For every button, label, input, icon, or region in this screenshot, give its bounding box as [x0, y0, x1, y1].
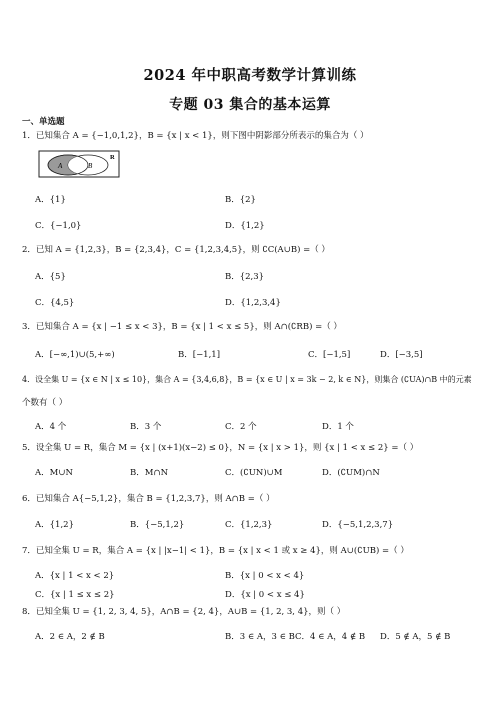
question-8-option-b-c: B．3 ∈ A，3 ∈ BC．4 ∈ A，4 ∉ B [225, 632, 366, 642]
question-7-option-b: B．{x | 0 < x < 4} [225, 571, 305, 581]
question-3-option-a: A．[−∞,1)∪(5,+∞) [35, 350, 115, 360]
question-8-stem: 8．已知全集 U = {1, 2, 3, 4, 5}，A∩B = {2, 4}，A∪B = {1, 2, 3, 4}，则（ ） [22, 607, 346, 617]
question-3-option-c: C．[−1,5] [308, 350, 351, 360]
venn-label-a: A [58, 162, 63, 170]
question-5-option-b: B．M∩N [130, 468, 169, 478]
question-7-option-c: C．{x | 1 ≤ x ≤ 2} [35, 590, 115, 600]
question-1-option-c: C．{−1,0} [35, 221, 82, 231]
question-1-stem: 1．已知集合 A = {−1,0,1,2}，B = {x | x < 1}，则下图中阴影部分所表示的集合为（ ） [22, 131, 369, 141]
question-7-option-a: A．{x | 1 < x < 2} [35, 571, 115, 581]
question-1-option-d: D．{1,2} [225, 221, 265, 231]
question-1-option-b: B．{2} [225, 195, 256, 205]
question-6-option-b: B．{−5,1,2} [130, 520, 185, 530]
question-6-option-d: D．{−5,1,2,3,7} [322, 520, 394, 530]
venn-diagram [38, 150, 120, 178]
question-5-option-c: C．(∁UN)∪M [225, 468, 283, 478]
question-4-option-d: D．1 个 [322, 422, 354, 432]
question-1-option-a: A．{1} [35, 195, 66, 205]
question-2-stem: 2．已知 A = {1,2,3}，B = {2,3,4}，C = {1,2,3,4,5}，则 ∁C(A∪B) =（ ） [22, 245, 330, 255]
question-3-option-d: D．[−3,5] [380, 350, 423, 360]
question-7-option-d: D．{x | 0 < x ≤ 4} [225, 590, 305, 600]
venn-label-b: B [88, 162, 93, 170]
document-title: 2024 年中职高考数学计算训练 [143, 67, 357, 84]
question-4-stem: 4．设全集 U = {x ∈ N | x ≤ 10}，集合 A = {3,4,6,8}，B = {x ∈ U | x = 3k − 2, k ∈ N}，则集合 (∁UA)∩B 中的元素 [22, 375, 472, 384]
question-2-option-d: D．{1,2,3,4} [225, 298, 281, 308]
question-4-option-b: B．3 个 [130, 422, 162, 432]
question-5-option-a: A．M∪N [35, 468, 73, 478]
question-8-option-d: D．5 ∉ A，5 ∉ B [380, 632, 451, 642]
question-7-stem: 7．已知全集 U = R，集合 A = {x | |x−1| < 1}，B = {x | x < 1 或 x ≥ 4}，则 A∪(∁UB) =（ ） [22, 546, 409, 556]
question-4-option-c: C．2 个 [225, 422, 257, 432]
question-8-option-a: A．2 ∈ A，2 ∉ B [35, 632, 105, 642]
venn-label-r: R [110, 154, 115, 161]
question-4-option-a: A．4 个 [35, 422, 67, 432]
question-2-option-b: B．{2,3} [225, 272, 265, 282]
question-2-option-c: C．{4,5} [35, 298, 75, 308]
question-5-option-d: D．(∁UM)∩N [322, 468, 380, 478]
question-3-option-b: B．[−1,1] [178, 350, 221, 360]
section-heading: 一、单选题 [22, 117, 65, 127]
document-subtitle: 专题 03 集合的基本运算 [169, 97, 331, 113]
question-6-option-c: C．{1,2,3} [225, 520, 273, 530]
question-3-stem: 3．已知集合 A = {x | −1 ≤ x < 3}，B = {x | 1 < x ≤ 5}，则 A∩(∁RB) =（ ） [22, 322, 342, 332]
question-2-option-a: A．{5} [35, 272, 66, 282]
question-5-stem: 5．设全集 U = R，集合 M = {x | (x+1)(x−2) ≤ 0}，N = {x | x > 1}，则 {x | 1 < x ≤ 2} =（ ） [22, 443, 419, 453]
question-6-option-a: A．{1,2} [35, 520, 74, 530]
question-4-stem-continued: 个数有（ ） [22, 398, 68, 408]
question-6-stem: 6．已知集合 A{−5,1,2}，集合 B = {1,2,3,7}，则 A∩B =（ ） [22, 494, 275, 504]
